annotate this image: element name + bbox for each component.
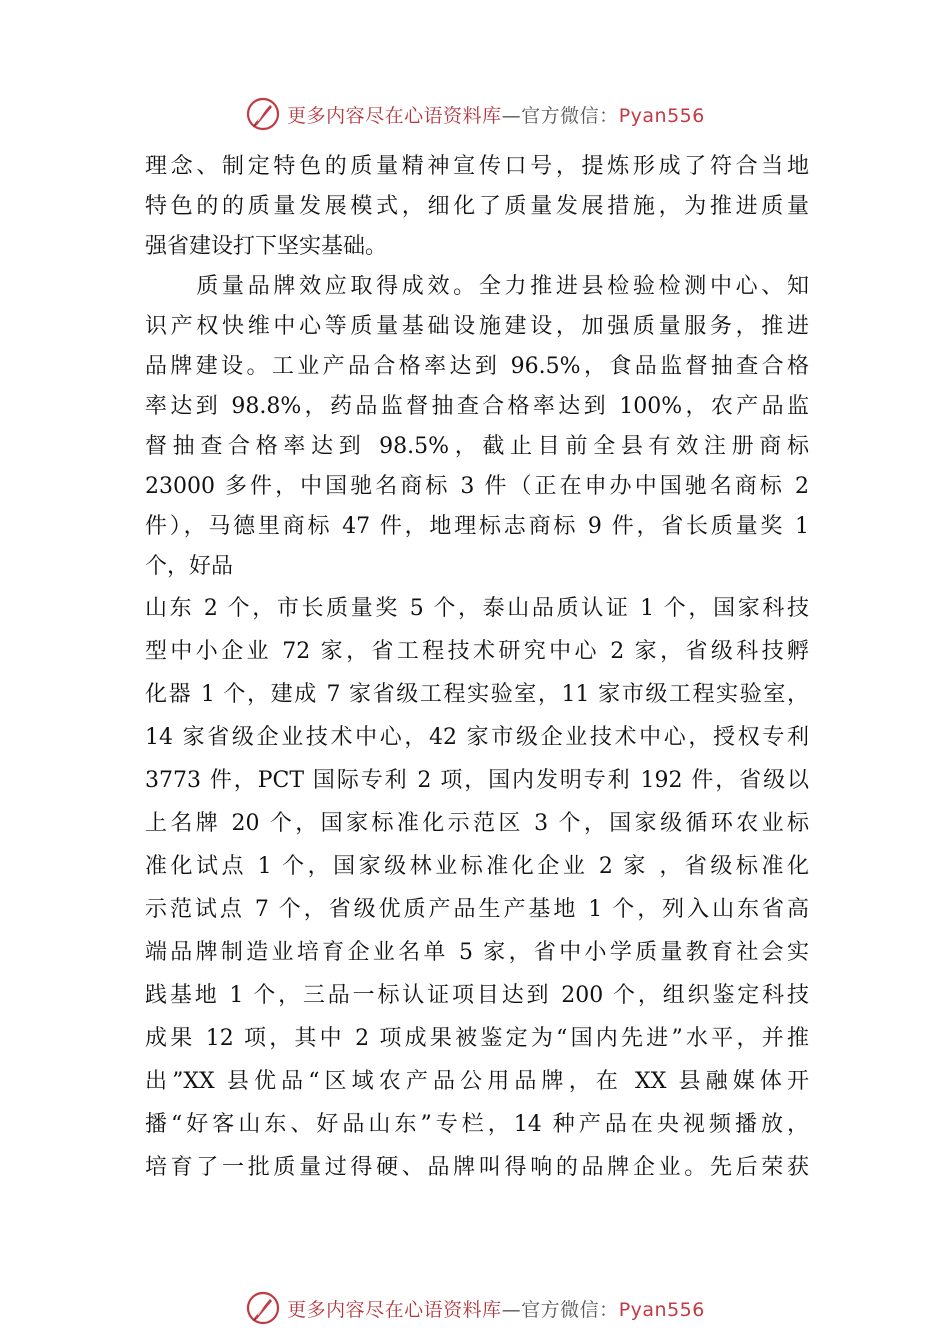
body-line: 质量品牌效应取得成效。全力推进县检验检测中心、知 — [145, 274, 809, 299]
body-line: 践基地 1 个，三品一标认证项目达到 200 个，组织鉴定科技 — [145, 983, 809, 1008]
quill-pen-logo-icon — [245, 96, 281, 132]
body-line: 识产权快维中心等质量基础设施建设，加强质量服务，推进 — [145, 314, 809, 339]
quill-pen-logo-icon — [245, 1290, 281, 1326]
header-wechat-id: Pyan556 — [618, 104, 705, 127]
body-line: 强省建设打下坚实基础。 — [145, 234, 388, 259]
body-line: 特色的的质量发展模式，细化了质量发展措施，为推进质量 — [145, 194, 809, 219]
body-line: 成果 12 项，其中 2 项成果被鉴定为“国内先进”水平，并推 — [145, 1026, 809, 1051]
body-line: 率达到 98.8%，药品监督抽查合格率达到 100%，农产品监 — [145, 394, 809, 419]
body-line: 型中小企业 72 家，省工程技术研究中心 2 家，省级科技孵 — [145, 639, 809, 664]
header-banner — [0, 92, 950, 136]
body-line: 14 家省级企业技术中心，42 家市级企业技术中心，授权专利 — [145, 725, 809, 750]
body-line: 督抽查合格率达到 98.5%，截止目前全县有效注册商标 — [145, 434, 809, 459]
header-separator: — — [501, 104, 522, 127]
header-brand-text: 更多内容尽在心语资料库 — [287, 104, 502, 127]
footer-brand-text: 更多内容尽在心语资料库 — [287, 1298, 502, 1321]
footer-banner-content — [245, 1290, 705, 1326]
header-banner-content — [245, 96, 705, 132]
header-banner-text — [287, 101, 705, 128]
body-line: 化器 1 个，建成 7 家省级工程实验室，11 家市级工程实验室， — [145, 682, 809, 707]
body-line: 播“好客山东、好品山东”专栏，14 种产品在央视频播放， — [145, 1112, 809, 1137]
body-line: 山东 2 个，市长质量奖 5 个，泰山品质认证 1 个，国家科技 — [145, 596, 809, 621]
header-wechat-label: 官方微信： — [521, 104, 619, 127]
body-line: 准化试点 1 个，国家级林业标准化企业 2 家 ，省级标准化 — [145, 854, 809, 879]
footer-banner-text — [287, 1295, 705, 1322]
body-line: 示范试点 7 个，省级优质产品生产基地 1 个，列入山东省高 — [145, 897, 809, 922]
document-body — [145, 147, 809, 1189]
body-line: 件），马德里商标 47 件，地理标志商标 9 件，省长质量奖 1 — [145, 514, 809, 539]
footer-wechat-id: Pyan556 — [618, 1298, 705, 1321]
body-line: 个，好品 — [145, 554, 234, 579]
footer-wechat-label: 官方微信： — [521, 1298, 619, 1321]
body-line: 23000 多件，中国驰名商标 3 件（正在申办中国驰名商标 2 — [145, 474, 809, 499]
body-line: 3773 件，PCT 国际专利 2 项，国内发明专利 192 件，省级以 — [145, 768, 809, 793]
body-line: 出”XX 县优品“区域农产品公用品牌，在 XX 县融媒体开 — [145, 1069, 809, 1094]
footer-separator: — — [501, 1298, 522, 1321]
footer-banner — [0, 1286, 950, 1330]
body-line: 上名牌 20 个，国家标准化示范区 3 个，国家级循环农业标 — [145, 811, 809, 836]
body-line: 理念、制定特色的质量精神宣传口号，提炼形成了符合当地 — [145, 154, 809, 179]
body-line: 端品牌制造业培育企业名单 5 家，省中小学质量教育社会实 — [145, 940, 809, 965]
body-line: 培育了一批质量过得硬、品牌叫得响的品牌企业。先后荣获 — [145, 1155, 809, 1180]
body-line: 品牌建设。工业产品合格率达到 96.5%，食品监督抽查合格 — [145, 354, 809, 379]
